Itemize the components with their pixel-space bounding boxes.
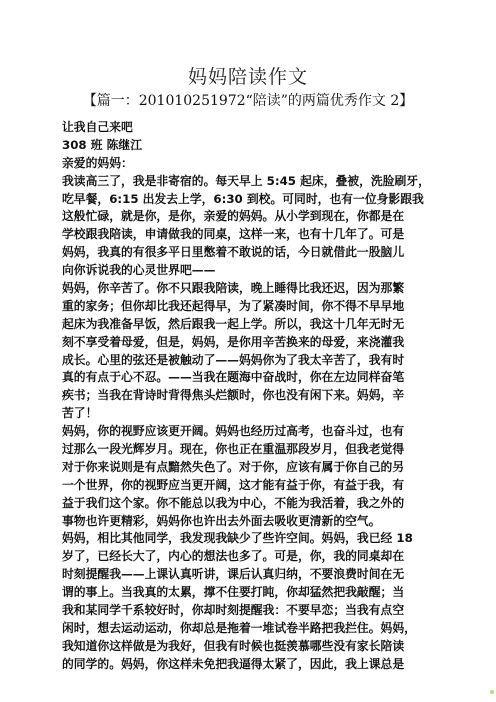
text-line: 这般忙碌，就是你，是你，亲爱的妈妈。从小学到现在，你都是在 [62,209,405,224]
text-line: 的同学的。妈妈，你这样未免把我逼得太紧了，因此，我上课总是 [62,656,405,671]
corner-dot-icon [490,690,494,694]
text-line: 谓的事上。当我真的太累，撑不住要打盹，你却猛然把我敲醒；当 [62,585,405,600]
text-line: 我读高三了，我是非寄宿的。每天早上 5:45 起床，叠被，洗脸刷牙， [62,173,430,188]
text-line: 事物也许更精彩，妈妈你也许出去外面去吸收更清新的空气。 [62,513,381,528]
text-line: 时刻提醒我——上课认真听讲，课后认真归纳，不要浪费时间在无 [62,567,405,582]
text-line: 我和某同学千系较好时，你却时刻提醒我：不要早恋；当我有点空 [62,603,405,618]
text-line: 重的家务；但你却比我还起得早，为了紧凑时间，你不得不早早地 [62,298,405,313]
body-text [62,119,438,674]
text-line: 苦了！ [62,406,98,421]
text-line: 308 班 陈继江 [62,137,143,152]
text-line: 妈妈，你的视野应该更开阔。妈妈也经历过高考，也奋斗过，也有 [62,424,405,439]
text-line: 妈妈，相比其他同学，我发现我缺少了些许空间。妈妈，我已经 18 [62,531,413,546]
text-line: 亲爱的妈妈： [62,155,133,170]
text-line: 闲时，想去运动运动，你却总是拖着一堆试卷半路把我拦住。妈妈， [62,620,416,635]
text-line: 让我自己来吧 [62,120,133,134]
subtitle: 【篇一：201010251972“陪读”的两篇优秀作文 2】 [82,93,414,109]
text-line: 刻不享受着母爱，但是，妈妈，是你用辛苦换来的母爱，来浇灌我 [62,334,405,349]
text-line: 疾书；当我在背诗时背得焦头烂额时，你也没有闲下来。妈妈，辛 [62,388,405,403]
text-line: 益于我们这个家。你不能总以我为中心，不能为我活着，我之外的 [62,495,405,510]
text-line: 妈妈，你辛苦了。你不只跟我陪读，晚上睡得比我还迟，因为那繁 [62,281,405,296]
text-line: 吃早餐，6:15 出发去上学，6:30 到校。可同时，也有一位身影跟我 [62,191,424,206]
text-line: 起床为我准备早饭，然后跟我一起上学。所以，我这十几年无时无 [62,316,405,331]
text-line: 学校跟我陪读，申请做我的同桌，这样一来，也有十几年了。可是 [62,227,405,242]
text-line: 过那么一段光辉岁月。现在，你也正在重温那段岁月，但我老觉得 [62,442,405,457]
text-line: 对于你来说则是有点黯然失色了。对于你，应该有属于你自己的另 [62,459,405,474]
text-line: 向你诉说我的心灵世界吧—— [62,263,216,278]
text-line: 我知道你这样做是为我好，但我有时候也挺羡慕哪些没有家长陪读 [62,638,405,653]
text-line: 成长。心里的弦还是被触动了——妈妈你为了我太辛苦了，我有时 [62,352,405,367]
text-line: 一个世界，你的视野应当更开阔，这才能有益于你，有益于我，有 [62,477,405,492]
text-line: 岁了，已经长大了，内心的想法也多了。可是，你，我的同桌却在 [62,549,405,564]
page-title: 妈妈陪读作文 [187,66,308,88]
text-line: 真的有点于心不忍。——当我在题海中奋战时，你在左边同样奋笔 [62,370,405,385]
text-line: 妈妈，我真的有很多平日里憋着不敢说的话，今日就借此一股脑儿 [62,245,405,260]
